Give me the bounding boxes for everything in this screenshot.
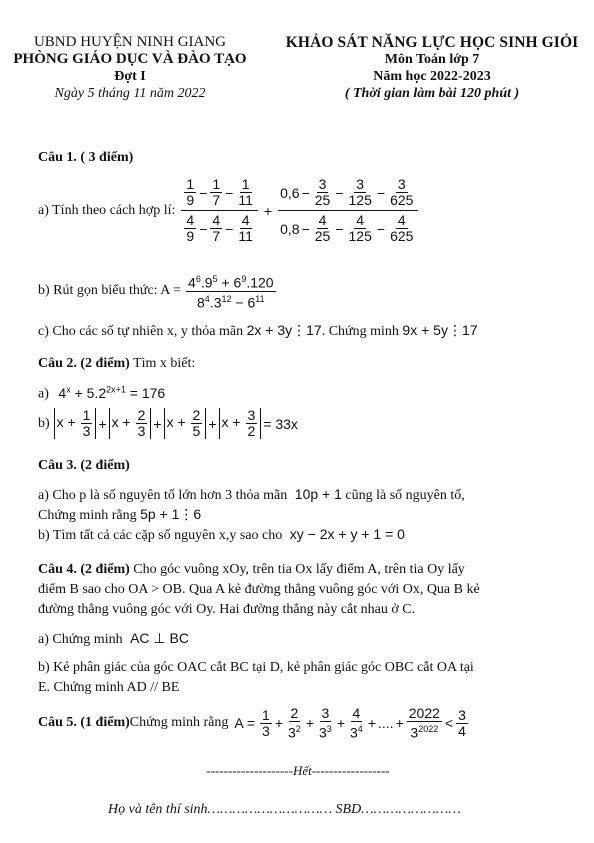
cau3-a-line2-text: Chứng minh rằng [38,508,137,523]
cau1-b-expression: $\frac{4^6.9^5 + 6^9.120}{8^4.3^{12} - 6^{11}}$ [188,274,274,311]
round-label: Đợt I [114,69,146,84]
cau1-a [38,176,418,245]
cau2-b-expression: x + $\frac{1}{3}$ + x + $\frac{2}{3}$ + x + $\frac{2}{5}$ + x + $\frac{3}{2}$ = 33x [54,408,298,439]
district-name: UBND HUYỆN NINH GIANG [33,34,227,50]
cau3-a-rest: cũng là số nguyên tố, [341,488,465,503]
cau3-a-line2 [38,506,201,524]
cau4-line1 [38,562,465,578]
cau3-a-line1 [38,486,465,504]
department-name: PHÒNG GIÁO DỤC VÀ ĐÀO TẠO [13,51,247,67]
cau1-c-goal: 9x + 5y⋮17 [402,322,478,338]
cau1-c [38,322,478,340]
cau2-b [38,408,298,439]
cau5-text: Chứng minh rằng [129,715,229,731]
cau4-title: Câu 4. (2 điểm) [38,562,130,577]
cau5-a-eq: A = [234,715,256,732]
cau4-a-expr: AC ⊥ BC [130,630,189,646]
cau3-title: Câu 3. (2 điểm) [38,458,130,473]
cau3-a-expr: 10p + 1 [294,486,342,502]
cau4-a-text: a) Chứng minh [38,632,123,647]
cau1-c-condition: 2x + 3y⋮17 [246,322,322,338]
cau2-title-rest: Tìm x biết: [129,356,196,371]
cau1-c-mid: . Chứng minh [321,324,399,339]
cau3-b-text: b) Tìm tất cả các cặp số nguyên x,y sao cho [38,528,283,543]
cau2-title: Câu 2. (2 điểm) [38,356,130,371]
exam-date: Ngày 5 tháng 11 năm 2022 [54,86,206,101]
cau5-title: Câu 5. (1 điểm) [38,715,130,731]
cau3-a-text: a) Cho p là số nguyên tố lớn hơn 3 thỏa mãn [38,488,288,503]
cau1-c-text: c) Cho các số tự nhiên x, y thỏa mãn [38,324,244,339]
cau2-b-rhs: = 33x [263,415,298,432]
cau4-text1: Cho góc vuông xOy, trên tia Ox lấy điểm A, trên tia Oy lấy [129,562,465,577]
cau1-a-expression: $\frac{1}{9}$ − $\frac{1}{7}$ − $\frac{1}{11}$ $\frac{4}{9}$ − $\frac{4}{7}$ − $\frac{4}{11}$ + 0,6 − $\frac{3}{25}$ − $\frac{3}{125}$ − $\frac{3}{625}$ 0,8 − $\frac{4}{25}$ − $\frac{4}{125}$ − $\frac{4}{625}$ [181,176,418,245]
cau3-b [38,526,405,544]
cau3-a-goal: 5p + 1⋮6 [140,506,202,522]
school-year: Năm học 2022-2023 [373,69,491,84]
cau1-b-text: b) Rút gọn biểu thức: A = [38,283,182,299]
cau2-title-line [38,356,195,372]
end-marker: --------------------Hết------------------ [206,763,390,778]
exam-title: KHẢO SÁT NĂNG LỰC HỌC SINH GIỎI [285,34,579,51]
cau1-title: Câu 1. ( 3 điểm) [38,150,134,165]
cau5-expression: A = $\frac{1}{3}$ + $\frac{2}{3^2}$ + $\frac{3}{3^3}$ + $\frac{4}{3^4}$ + .... + $\frac{2022}{3^{2022}}$ < $\frac{3}{4}$ [234,705,466,741]
cau5 [38,706,469,741]
cau2-b-label: b) [38,415,50,431]
cau2-a-label: a) [38,386,49,402]
time-limit: ( Thời gian làm bài 120 phút ) [344,86,520,101]
cau4-b-line2: E. Chứng minh AD // BE [38,680,180,695]
cau1-a-text: a) Tính theo cách hợp lí: [38,202,176,218]
cau4-b-line1: b) Kẻ phân giác của góc OAC cắt BC tại D, kẻ phân giác góc OBC cắt OA tại [38,660,474,675]
cau3-b-expr: xy − 2x + y + 1 = 0 [289,526,405,542]
cau4-a [38,630,189,648]
subject-label: Môn Toán lớp 7 [384,52,480,67]
header-left [12,34,248,102]
cau2-a-expression: $4^x + 5.2^{2x+1} = 176$ [58,384,166,401]
cau1-b [38,272,277,310]
cau4-line3: đường thẳng vuông góc với Oy. Hai đường thẳng này cắt nhau ở C. [38,602,416,617]
header-right [282,34,582,102]
candidate-signature-line: Họ và tên thí sinh………………………… SBD…………………… [108,802,461,817]
cau4-line2: điểm B sao cho OA > OB. Qua A kẻ đường thẳng vuông góc với Ox, Qua B kẻ [38,582,480,597]
cau2-a [38,384,165,403]
